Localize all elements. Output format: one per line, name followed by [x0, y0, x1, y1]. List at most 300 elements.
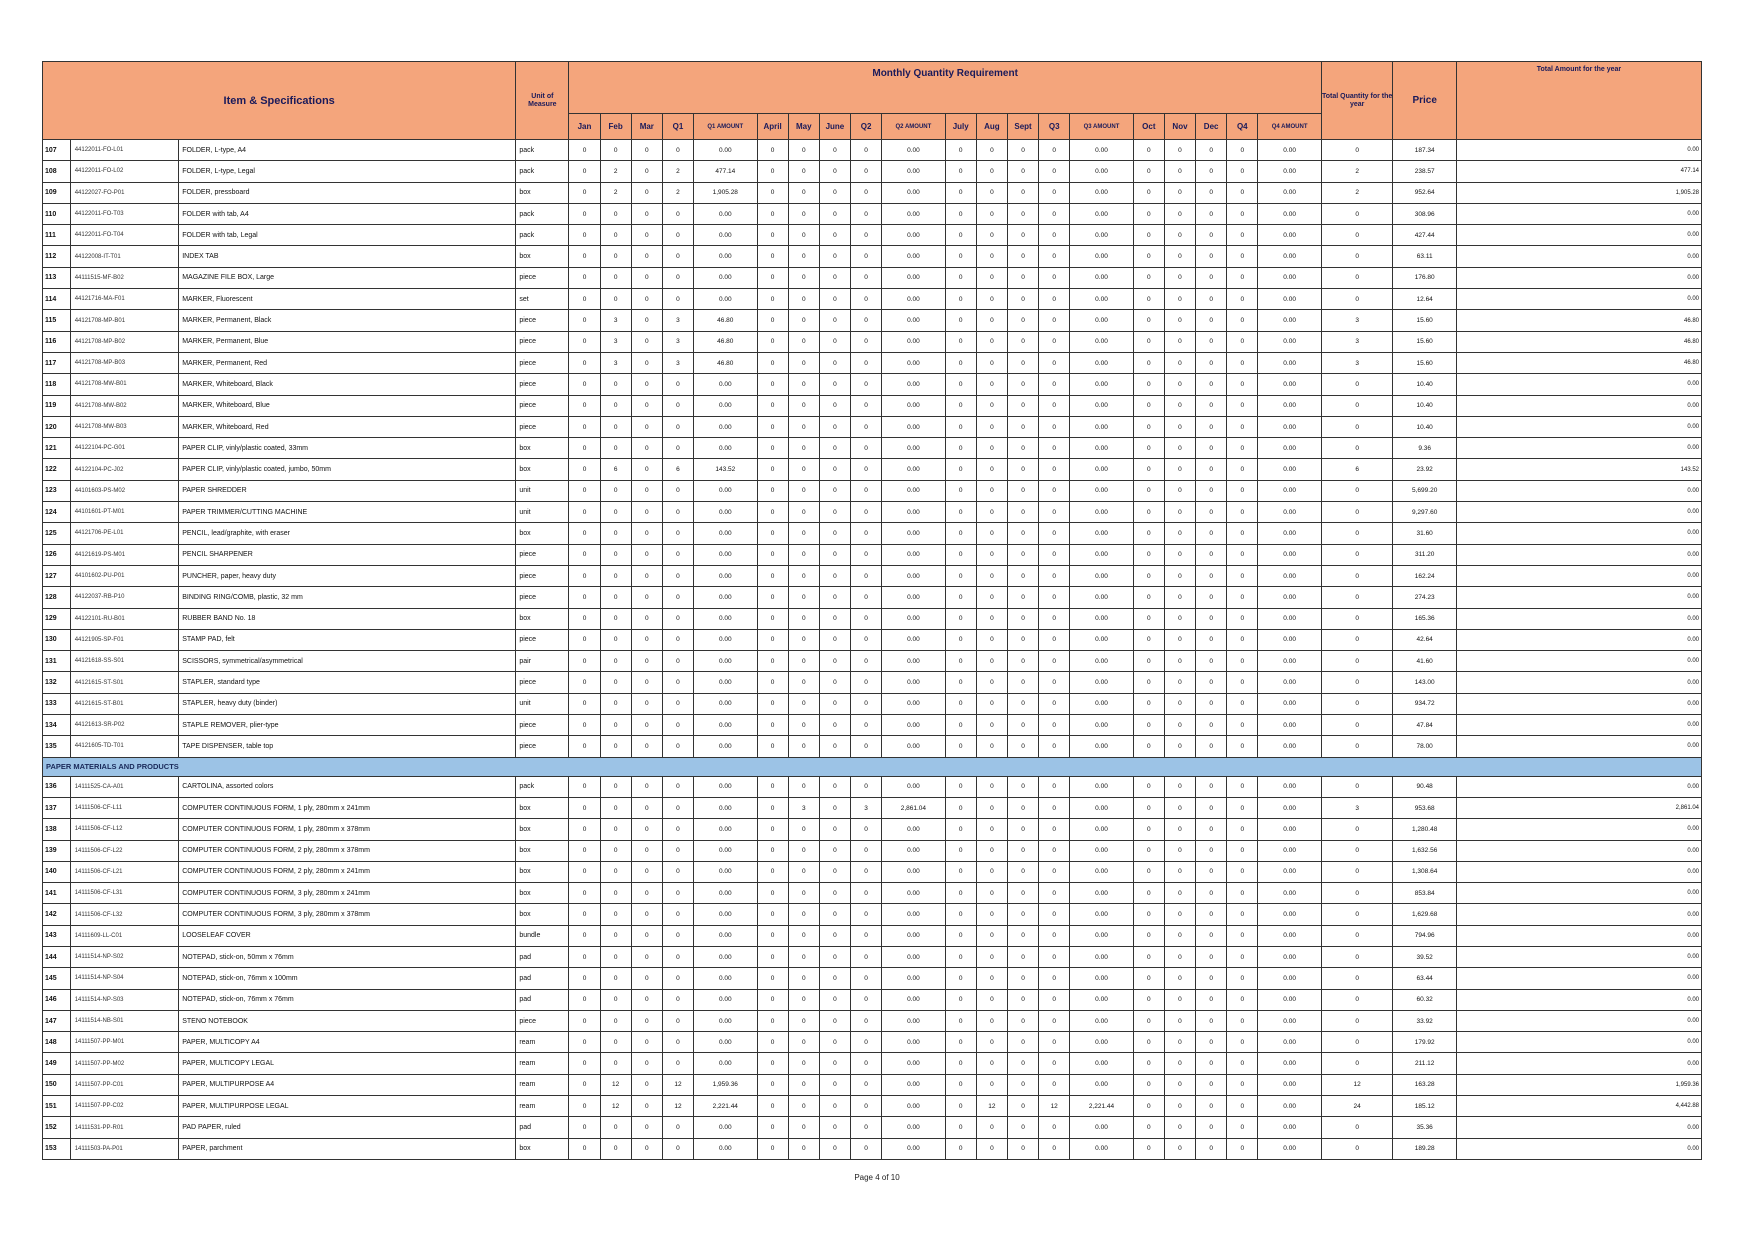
cell-q4a: 0.00 — [1258, 289, 1321, 310]
cell-aug: 0 — [976, 776, 1007, 797]
cell-uom: unit — [516, 480, 569, 501]
cell-nov: 0 — [1164, 267, 1195, 288]
cell-code: 44121905-SP-F01 — [70, 629, 179, 650]
cell-oct: 0 — [1133, 819, 1164, 840]
cell-q4: 0 — [1227, 246, 1258, 267]
cell-jan: 0 — [569, 840, 600, 861]
cell-q3a: 0.00 — [1070, 629, 1133, 650]
cell-uom: piece — [516, 736, 569, 757]
cell-mar: 0 — [631, 629, 662, 650]
cell-no: 114 — [43, 289, 71, 310]
cell-desc: PENCIL, lead/graphite, with eraser — [179, 523, 516, 544]
cell-q1a: 0.00 — [694, 693, 757, 714]
cell-q2: 0 — [851, 502, 882, 523]
cell-oct: 0 — [1133, 182, 1164, 203]
cell-q1a: 0.00 — [694, 140, 757, 161]
cell-mar: 0 — [631, 1010, 662, 1031]
cell-nov: 0 — [1164, 544, 1195, 565]
cell-q4a: 0.00 — [1258, 225, 1321, 246]
cell-sep: 0 — [1007, 693, 1038, 714]
cell-code: 44121708-MW-B02 — [70, 395, 179, 416]
cell-q1: 0 — [662, 1053, 693, 1074]
cell-jan: 0 — [569, 1032, 600, 1053]
cell-mar: 0 — [631, 395, 662, 416]
cell-price: 1,280.48 — [1393, 819, 1456, 840]
cell-oct: 0 — [1133, 459, 1164, 480]
table-row — [43, 416, 1702, 437]
cell-code: 14111507-PP-M02 — [70, 1053, 179, 1074]
cell-q4a: 0.00 — [1258, 1138, 1321, 1159]
cell-q4a: 0.00 — [1258, 374, 1321, 395]
cell-aug: 0 — [976, 374, 1007, 395]
cell-dec: 0 — [1196, 1096, 1227, 1117]
cell-jan: 0 — [569, 989, 600, 1010]
cell-feb: 0 — [600, 246, 631, 267]
cell-q4: 0 — [1227, 840, 1258, 861]
cell-jun: 0 — [819, 925, 850, 946]
cell-jan: 0 — [569, 225, 600, 246]
cell-desc: COMPUTER CONTINUOUS FORM, 2 ply, 280mm x 241mm — [179, 861, 516, 882]
cell-aug: 0 — [976, 989, 1007, 1010]
cell-desc: COMPUTER CONTINUOUS FORM, 2 ply, 280mm x 378mm — [179, 840, 516, 861]
cell-q3: 0 — [1039, 161, 1070, 182]
cell-feb: 0 — [600, 715, 631, 736]
cell-price: 9,297.60 — [1393, 502, 1456, 523]
cell-q4: 0 — [1227, 672, 1258, 693]
cell-q1: 0 — [662, 840, 693, 861]
cell-nov: 0 — [1164, 352, 1195, 373]
page-number: Page 4 of 10 — [854, 1173, 900, 1182]
cell-q4a: 0.00 — [1258, 693, 1321, 714]
cell-jun: 0 — [819, 989, 850, 1010]
cell-q2: 0 — [851, 1138, 882, 1159]
col-header-q3-amount: Q3 AMOUNT — [1070, 114, 1133, 140]
cell-price: 42.64 — [1393, 629, 1456, 650]
cell-uom: pad — [516, 946, 569, 967]
cell-dec: 0 — [1196, 565, 1227, 586]
cell-q4a: 0.00 — [1258, 523, 1321, 544]
cell-may: 0 — [788, 140, 819, 161]
cell-q2: 0 — [851, 395, 882, 416]
cell-uom: ream — [516, 1053, 569, 1074]
cell-sep: 0 — [1007, 904, 1038, 925]
cell-q3a: 0.00 — [1070, 651, 1133, 672]
cell-jun: 0 — [819, 946, 850, 967]
cell-no: 127 — [43, 565, 71, 586]
cell-q2a: 0.00 — [882, 459, 945, 480]
cell-jun: 0 — [819, 736, 850, 757]
cell-aug: 0 — [976, 1138, 1007, 1159]
cell-jul: 0 — [945, 946, 976, 967]
cell-may: 0 — [788, 587, 819, 608]
cell-may: 0 — [788, 883, 819, 904]
cell-tot: 0.00 — [1456, 438, 1701, 459]
cell-oct: 0 — [1133, 608, 1164, 629]
cell-q1: 0 — [662, 1032, 693, 1053]
cell-may: 0 — [788, 629, 819, 650]
cell-jun: 0 — [819, 651, 850, 672]
cell-tq: 0 — [1321, 246, 1393, 267]
cell-sep: 0 — [1007, 861, 1038, 882]
cell-q1a: 143.52 — [694, 459, 757, 480]
cell-price: 41.60 — [1393, 651, 1456, 672]
cell-aug: 0 — [976, 861, 1007, 882]
cell-tq: 0 — [1321, 629, 1393, 650]
col-header-may: May — [788, 114, 819, 140]
procurement-plan-sheet — [42, 61, 1702, 1160]
cell-feb: 0 — [600, 651, 631, 672]
cell-q4: 0 — [1227, 989, 1258, 1010]
cell-desc: COMPUTER CONTINUOUS FORM, 3 ply, 280mm x 378mm — [179, 904, 516, 925]
cell-feb: 3 — [600, 331, 631, 352]
cell-q1: 0 — [662, 672, 693, 693]
cell-apr: 0 — [757, 352, 788, 373]
cell-oct: 0 — [1133, 246, 1164, 267]
cell-oct: 0 — [1133, 523, 1164, 544]
cell-q4a: 0.00 — [1258, 1010, 1321, 1031]
cell-desc: PAPER TRIMMER/CUTTING MACHINE — [179, 502, 516, 523]
cell-q4a: 0.00 — [1258, 672, 1321, 693]
cell-desc: MARKER, Whiteboard, Blue — [179, 395, 516, 416]
cell-apr: 0 — [757, 776, 788, 797]
cell-feb: 0 — [600, 1138, 631, 1159]
cell-q3: 0 — [1039, 819, 1070, 840]
cell-nov: 0 — [1164, 225, 1195, 246]
cell-uom: piece — [516, 416, 569, 437]
cell-q2a: 0.00 — [882, 819, 945, 840]
cell-tot: 0.00 — [1456, 946, 1701, 967]
cell-mar: 0 — [631, 693, 662, 714]
cell-jan: 0 — [569, 331, 600, 352]
cell-nov: 0 — [1164, 651, 1195, 672]
cell-jun: 0 — [819, 502, 850, 523]
cell-q2: 0 — [851, 416, 882, 437]
cell-jan: 0 — [569, 608, 600, 629]
cell-may: 0 — [788, 776, 819, 797]
cell-tq: 0 — [1321, 1010, 1393, 1031]
cell-q4a: 0.00 — [1258, 797, 1321, 818]
cell-may: 0 — [788, 715, 819, 736]
cell-jul: 0 — [945, 819, 976, 840]
cell-code: 14111514-NB-S01 — [70, 1010, 179, 1031]
cell-q3: 0 — [1039, 1074, 1070, 1095]
cell-jan: 0 — [569, 140, 600, 161]
cell-q1: 12 — [662, 1074, 693, 1095]
cell-apr: 0 — [757, 1138, 788, 1159]
cell-dec: 0 — [1196, 883, 1227, 904]
cell-q4: 0 — [1227, 797, 1258, 818]
cell-q2: 0 — [851, 819, 882, 840]
cell-apr: 0 — [757, 310, 788, 331]
cell-q1a: 0.00 — [694, 289, 757, 310]
cell-q2: 0 — [851, 1032, 882, 1053]
cell-uom: pair — [516, 651, 569, 672]
cell-jul: 0 — [945, 416, 976, 437]
cell-q4: 0 — [1227, 565, 1258, 586]
cell-desc: MARKER, Permanent, Blue — [179, 331, 516, 352]
table-row — [43, 502, 1702, 523]
cell-sep: 0 — [1007, 502, 1038, 523]
cell-aug: 0 — [976, 523, 1007, 544]
cell-q1: 0 — [662, 246, 693, 267]
cell-nov: 0 — [1164, 715, 1195, 736]
cell-no: 135 — [43, 736, 71, 757]
cell-aug: 0 — [976, 587, 1007, 608]
cell-may: 0 — [788, 161, 819, 182]
cell-q4: 0 — [1227, 861, 1258, 882]
cell-q2: 0 — [851, 544, 882, 565]
cell-dec: 0 — [1196, 352, 1227, 373]
cell-no: 128 — [43, 587, 71, 608]
cell-q1a: 0.00 — [694, 395, 757, 416]
cell-feb: 0 — [600, 840, 631, 861]
table-row — [43, 1053, 1702, 1074]
cell-no: 130 — [43, 629, 71, 650]
cell-q2a: 0.00 — [882, 1074, 945, 1095]
cell-q3: 0 — [1039, 565, 1070, 586]
cell-q2a: 0.00 — [882, 861, 945, 882]
cell-mar: 0 — [631, 182, 662, 203]
cell-nov: 0 — [1164, 140, 1195, 161]
cell-sep: 0 — [1007, 840, 1038, 861]
cell-price: 1,629.68 — [1393, 904, 1456, 925]
cell-tq: 0 — [1321, 502, 1393, 523]
cell-aug: 0 — [976, 693, 1007, 714]
cell-q1: 2 — [662, 182, 693, 203]
cell-feb: 0 — [600, 140, 631, 161]
cell-q3: 0 — [1039, 587, 1070, 608]
cell-aug: 0 — [976, 883, 1007, 904]
cell-may: 0 — [788, 416, 819, 437]
cell-q1a: 0.00 — [694, 565, 757, 586]
cell-q3a: 0.00 — [1070, 1138, 1133, 1159]
cell-nov: 0 — [1164, 629, 1195, 650]
cell-nov: 0 — [1164, 182, 1195, 203]
cell-q3a: 0.00 — [1070, 225, 1133, 246]
table-row — [43, 544, 1702, 565]
cell-q2a: 0.00 — [882, 608, 945, 629]
cell-q2a: 0.00 — [882, 246, 945, 267]
cell-oct: 0 — [1133, 502, 1164, 523]
cell-desc: COMPUTER CONTINUOUS FORM, 1 ply, 280mm x 241mm — [179, 797, 516, 818]
cell-no: 137 — [43, 797, 71, 818]
cell-tot: 0.00 — [1456, 819, 1701, 840]
cell-sep: 0 — [1007, 925, 1038, 946]
cell-dec: 0 — [1196, 1074, 1227, 1095]
table-row — [43, 459, 1702, 480]
cell-tot: 0.00 — [1456, 715, 1701, 736]
cell-jul: 0 — [945, 840, 976, 861]
cell-q1a: 0.00 — [694, 374, 757, 395]
cell-may: 0 — [788, 182, 819, 203]
cell-q3a: 0.00 — [1070, 395, 1133, 416]
cell-feb: 2 — [600, 182, 631, 203]
cell-feb: 6 — [600, 459, 631, 480]
cell-jul: 0 — [945, 438, 976, 459]
cell-q4a: 0.00 — [1258, 819, 1321, 840]
cell-q4: 0 — [1227, 736, 1258, 757]
cell-q4a: 0.00 — [1258, 203, 1321, 224]
cell-q1a: 0.00 — [694, 819, 757, 840]
cell-jul: 0 — [945, 1074, 976, 1095]
cell-q4: 0 — [1227, 352, 1258, 373]
cell-no: 145 — [43, 968, 71, 989]
cell-code: 14111503-PA-P01 — [70, 1138, 179, 1159]
cell-q2: 0 — [851, 140, 882, 161]
cell-may: 0 — [788, 840, 819, 861]
cell-code: 14111506-CF-L12 — [70, 819, 179, 840]
cell-jan: 0 — [569, 1074, 600, 1095]
cell-jun: 0 — [819, 840, 850, 861]
cell-sep: 0 — [1007, 1053, 1038, 1074]
cell-q2: 0 — [851, 1053, 882, 1074]
cell-q3: 0 — [1039, 608, 1070, 629]
cell-mar: 0 — [631, 776, 662, 797]
table-row — [43, 352, 1702, 373]
cell-dec: 0 — [1196, 480, 1227, 501]
cell-jun: 0 — [819, 438, 850, 459]
cell-price: 60.32 — [1393, 989, 1456, 1010]
cell-feb: 0 — [600, 289, 631, 310]
cell-nov: 0 — [1164, 776, 1195, 797]
cell-jul: 0 — [945, 331, 976, 352]
cell-mar: 0 — [631, 925, 662, 946]
cell-q3a: 0.00 — [1070, 523, 1133, 544]
cell-q4a: 0.00 — [1258, 565, 1321, 586]
cell-q4: 0 — [1227, 946, 1258, 967]
cell-code: 44121708-MP-B01 — [70, 310, 179, 331]
cell-jul: 0 — [945, 502, 976, 523]
table-row — [43, 840, 1702, 861]
table-row — [43, 1032, 1702, 1053]
cell-oct: 0 — [1133, 267, 1164, 288]
cell-q2: 0 — [851, 968, 882, 989]
cell-jul: 0 — [945, 544, 976, 565]
cell-may: 0 — [788, 459, 819, 480]
cell-q1a: 0.00 — [694, 736, 757, 757]
cell-code: 14111525-CA-A01 — [70, 776, 179, 797]
cell-oct: 0 — [1133, 776, 1164, 797]
cell-mar: 0 — [631, 1117, 662, 1138]
cell-q3a: 0.00 — [1070, 374, 1133, 395]
cell-oct: 0 — [1133, 651, 1164, 672]
cell-q1a: 0.00 — [694, 246, 757, 267]
cell-q3: 0 — [1039, 395, 1070, 416]
cell-feb: 0 — [600, 797, 631, 818]
cell-nov: 0 — [1164, 819, 1195, 840]
cell-jan: 0 — [569, 904, 600, 925]
cell-dec: 0 — [1196, 587, 1227, 608]
cell-may: 0 — [788, 672, 819, 693]
cell-q2: 0 — [851, 352, 882, 373]
cell-q4a: 0.00 — [1258, 1117, 1321, 1138]
cell-aug: 0 — [976, 438, 1007, 459]
cell-jan: 0 — [569, 395, 600, 416]
cell-oct: 0 — [1133, 480, 1164, 501]
cell-nov: 0 — [1164, 1010, 1195, 1031]
cell-nov: 0 — [1164, 693, 1195, 714]
cell-aug: 0 — [976, 946, 1007, 967]
cell-aug: 0 — [976, 246, 1007, 267]
cell-dec: 0 — [1196, 1117, 1227, 1138]
cell-oct: 0 — [1133, 861, 1164, 882]
cell-q1a: 0.00 — [694, 225, 757, 246]
cell-q2a: 0.00 — [882, 925, 945, 946]
cell-mar: 0 — [631, 438, 662, 459]
cell-aug: 0 — [976, 161, 1007, 182]
cell-q1a: 0.00 — [694, 968, 757, 989]
cell-feb: 0 — [600, 989, 631, 1010]
cell-q2a: 0.00 — [882, 989, 945, 1010]
cell-q3a: 0.00 — [1070, 1010, 1133, 1031]
cell-sep: 0 — [1007, 1074, 1038, 1095]
unit-of-measure-header: Unit of Measure — [516, 62, 569, 140]
cell-jan: 0 — [569, 883, 600, 904]
cell-q2: 0 — [851, 608, 882, 629]
cell-mar: 0 — [631, 416, 662, 437]
cell-desc: PAPER, MULTICOPY A4 — [179, 1032, 516, 1053]
cell-price: 63.44 — [1393, 968, 1456, 989]
cell-jan: 0 — [569, 544, 600, 565]
cell-q4: 0 — [1227, 608, 1258, 629]
col-header-oct: Oct — [1133, 114, 1164, 140]
cell-desc: STAPLE REMOVER, plier-type — [179, 715, 516, 736]
cell-q4a: 0.00 — [1258, 140, 1321, 161]
cell-q1: 0 — [662, 629, 693, 650]
cell-oct: 0 — [1133, 374, 1164, 395]
cell-tot: 0.00 — [1456, 267, 1701, 288]
cell-tq: 0 — [1321, 925, 1393, 946]
cell-uom: pack — [516, 161, 569, 182]
cell-feb: 0 — [600, 544, 631, 565]
cell-uom: box — [516, 438, 569, 459]
cell-apr: 0 — [757, 672, 788, 693]
cell-may: 0 — [788, 1053, 819, 1074]
cell-no: 151 — [43, 1096, 71, 1117]
cell-tot: 0.00 — [1456, 374, 1701, 395]
cell-uom: unit — [516, 502, 569, 523]
cell-price: 78.00 — [1393, 736, 1456, 757]
section-title: PAPER MATERIALS AND PRODUCTS — [43, 757, 1702, 776]
cell-feb: 2 — [600, 161, 631, 182]
cell-sep: 0 — [1007, 1117, 1038, 1138]
cell-q3a: 0.00 — [1070, 267, 1133, 288]
cell-sep: 0 — [1007, 1032, 1038, 1053]
cell-aug: 0 — [976, 331, 1007, 352]
cell-apr: 0 — [757, 1117, 788, 1138]
cell-nov: 0 — [1164, 946, 1195, 967]
cell-jun: 0 — [819, 968, 850, 989]
table-row — [43, 693, 1702, 714]
cell-q1: 3 — [662, 331, 693, 352]
cell-apr: 0 — [757, 968, 788, 989]
cell-tq: 0 — [1321, 289, 1393, 310]
cell-feb: 0 — [600, 904, 631, 925]
cell-sep: 0 — [1007, 736, 1038, 757]
cell-no: 153 — [43, 1138, 71, 1159]
cell-apr: 0 — [757, 480, 788, 501]
cell-no: 124 — [43, 502, 71, 523]
cell-feb: 0 — [600, 672, 631, 693]
cell-sep: 0 — [1007, 480, 1038, 501]
cell-q4: 0 — [1227, 1032, 1258, 1053]
cell-jan: 0 — [569, 480, 600, 501]
cell-jul: 0 — [945, 925, 976, 946]
cell-jun: 0 — [819, 1138, 850, 1159]
cell-oct: 0 — [1133, 310, 1164, 331]
cell-tot: 0.00 — [1456, 1138, 1701, 1159]
cell-q4a: 0.00 — [1258, 968, 1321, 989]
